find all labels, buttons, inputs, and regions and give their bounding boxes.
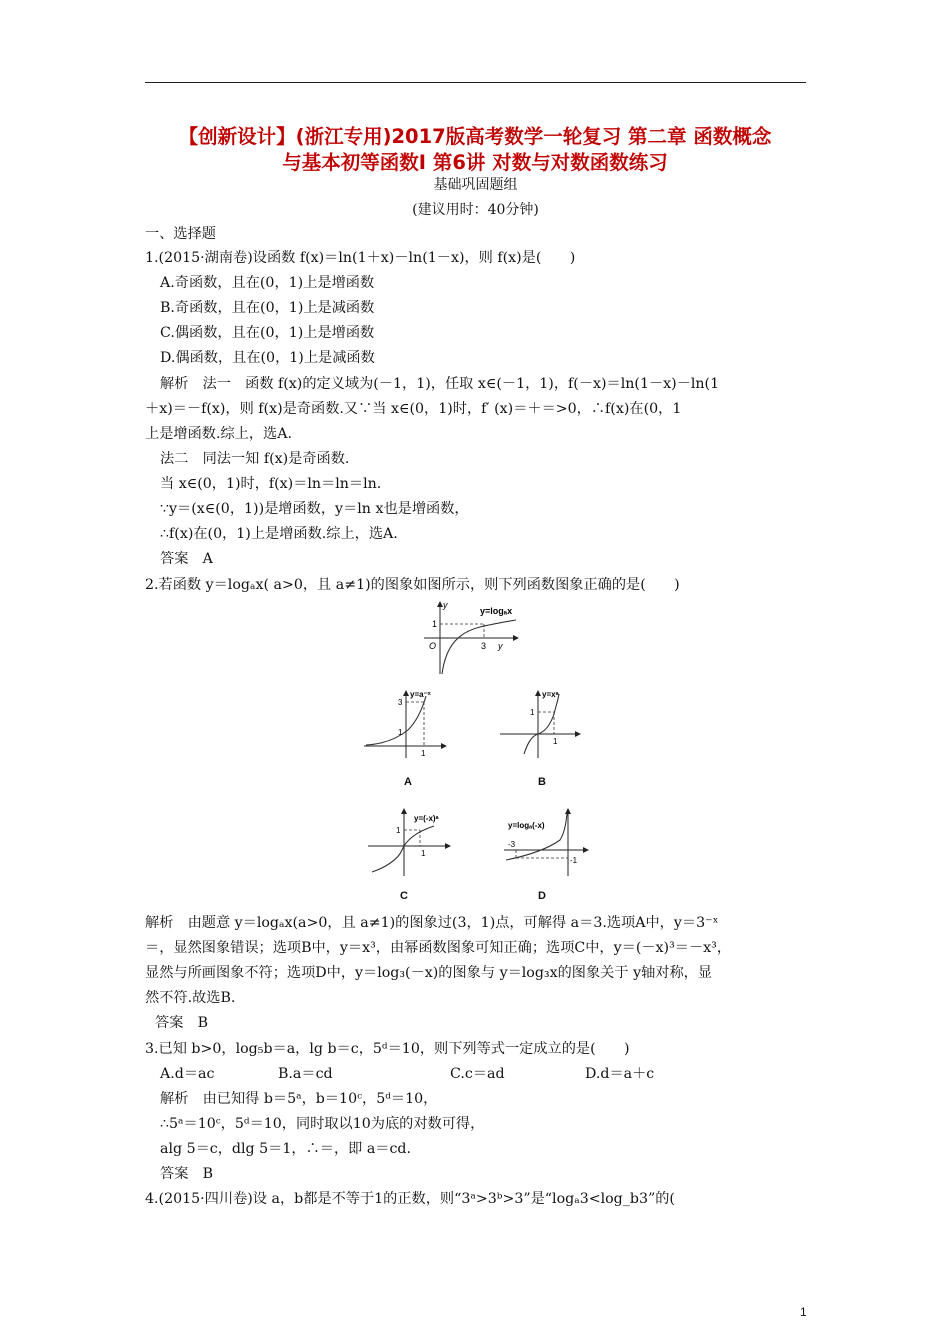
main-tick-y: 1 [432,619,438,629]
q1-solution-line: ∵y＝(x∈(0，1))是增函数，y＝ln x也是增函数， [160,501,469,517]
c-fn-label: y=(-x)ᵃ [414,814,439,823]
q3-option-a: A.d＝ac [160,1066,215,1082]
q3-answer: 答案 B [160,1166,213,1182]
c-tick-x: 1 [421,849,426,858]
q2-solution-line: ＝，显然图象错误；选项B中，y＝x³，由幂函数图象可知正确；选项C中，y＝(－x)³＝－x³， [145,940,732,956]
d-tick-x: -3 [508,840,516,849]
q3-stem: 3.已知 b>0，log₅b＝a，lg b＝c，5ᵈ＝10，则下列等式一定成立的是( ) [145,1041,630,1057]
page-number: 1 [800,1305,807,1319]
q1-option-a: A.奇函数，且在(0，1)上是增函数 [160,275,375,291]
q2-solution-line: 解析 由题意 y＝logₐx(a>0，且 a≠1)的图象过(3，1)点，可解得 a＝3.选项A中，y＝3⁻ˣ [145,915,719,931]
q2-graph-b [496,688,586,760]
doc-title-line2: 与基本初等函数Ⅰ 第6讲 对数与对数函数练习 [282,151,668,174]
a-tick-y-top: 3 [398,698,403,707]
q2-graph-c [364,806,456,878]
header-rule [145,82,806,83]
q2-graph-a [362,688,452,760]
q2-solution-line: 然不符.故选B. [145,990,236,1006]
graph-c-caption: C [400,890,408,902]
b-tick-x: 1 [553,737,558,746]
q3-solution-line: 解析 由已知得 b＝5ᵃ，b＝10ᶜ，5ᵈ＝10， [160,1091,438,1107]
q2-main-graph [420,598,528,678]
q3-option-b: B.a＝cd [278,1066,333,1082]
q1-solution-line: 当 x∈(0，1)时，f(x)＝ln＝ln＝ln. [160,476,382,492]
q2-answer: 答案 B [155,1015,208,1031]
q1-stem: 1.(2015·湖南卷)设函数 f(x)＝ln(1＋x)－ln(1－x)，则 f(x)是( ) [145,250,576,266]
main-tick-x: 3 [481,641,487,651]
d-tick-y: -1 [570,856,578,865]
q4-stem: 4.(2015·四川卷)设 a，b都是不等于1的正数，则“3ᵃ>3ᵇ>3”是“logₐ3<log_b3”的( [145,1191,675,1207]
c-tick-y: 1 [396,826,401,835]
q1-option-c: C.偶函数，且在(0，1)上是增函数 [160,325,375,341]
main-axis-x: y [498,641,503,651]
a-tick-y: 1 [398,728,403,737]
q2-solution-line: 显然与所画图象不符；选项D中，y＝log₃(－x)的图象与 y＝log₃x的图象关于 y轴对称，显 [145,965,713,981]
main-axis-y: y [443,600,448,610]
b-tick-y: 1 [530,708,535,717]
q1-solution-line: 法二 同法一知 f(x)是奇函数. [160,451,350,467]
q1-solution-line: ∴f(x)在(0，1)上是增函数.综上，选A. [160,526,398,542]
d-fn-label: y=logₐ(-x) [508,821,545,830]
graph-b-caption: B [538,776,546,788]
b-fn-label: y=xᵃ [542,690,559,699]
q1-solution-line: 上是增函数.综上，选A. [145,426,292,442]
main-fn-label: y=logₐx [480,606,513,616]
q1-answer: 答案 A [160,551,213,567]
q3-solution-line: alg 5＝c，dlg 5＝1，∴＝，即 a＝cd. [160,1141,412,1157]
q2-graph-d [502,806,594,878]
q2-stem: 2.若函数 y＝logₐx( a>0，且 a≠1)的图象如图所示，则下列函数图象正确的是( ) [145,577,680,593]
q1-solution-line: ＋x)＝－f(x)，则 f(x)是奇函数.又∵当 x∈(0，1)时，f′ (x)＝＋＝>0，∴f(x)在(0，1 [145,401,682,417]
a-fn-label: y=a⁻ˣ [410,690,431,699]
graph-d-caption: D [538,890,546,902]
main-origin: O [429,641,437,651]
a-tick-x: 1 [421,749,426,758]
time-suggestion: (建议用时：40分钟) [412,202,539,218]
q1-option-b: B.奇函数，且在(0，1)上是减函数 [160,300,375,316]
q1-solution-line: 解析 法一 函数 f(x)的定义域为(－1，1)，任取 x∈(－1，1)，f(－x)＝ln(1－x)－ln(1 [160,376,720,392]
group-label: 基础巩固题组 [433,177,518,193]
q1-option-d: D.偶函数，且在(0，1)上是减函数 [160,350,375,366]
q3-option-c: C.c＝ad [450,1066,505,1082]
q3-option-d: D.d＝a＋c [585,1066,655,1082]
section-heading: 一、选择题 [145,226,216,242]
graph-a-caption: A [404,776,412,788]
doc-title-line1: 【创新设计】(浙江专用)2017版高考数学一轮复习 第二章 函数概念 [178,125,772,148]
q3-solution-line: ∴5ᵃ＝10ᶜ，5ᵈ＝10，同时取以10为底的对数可得， [160,1116,485,1132]
